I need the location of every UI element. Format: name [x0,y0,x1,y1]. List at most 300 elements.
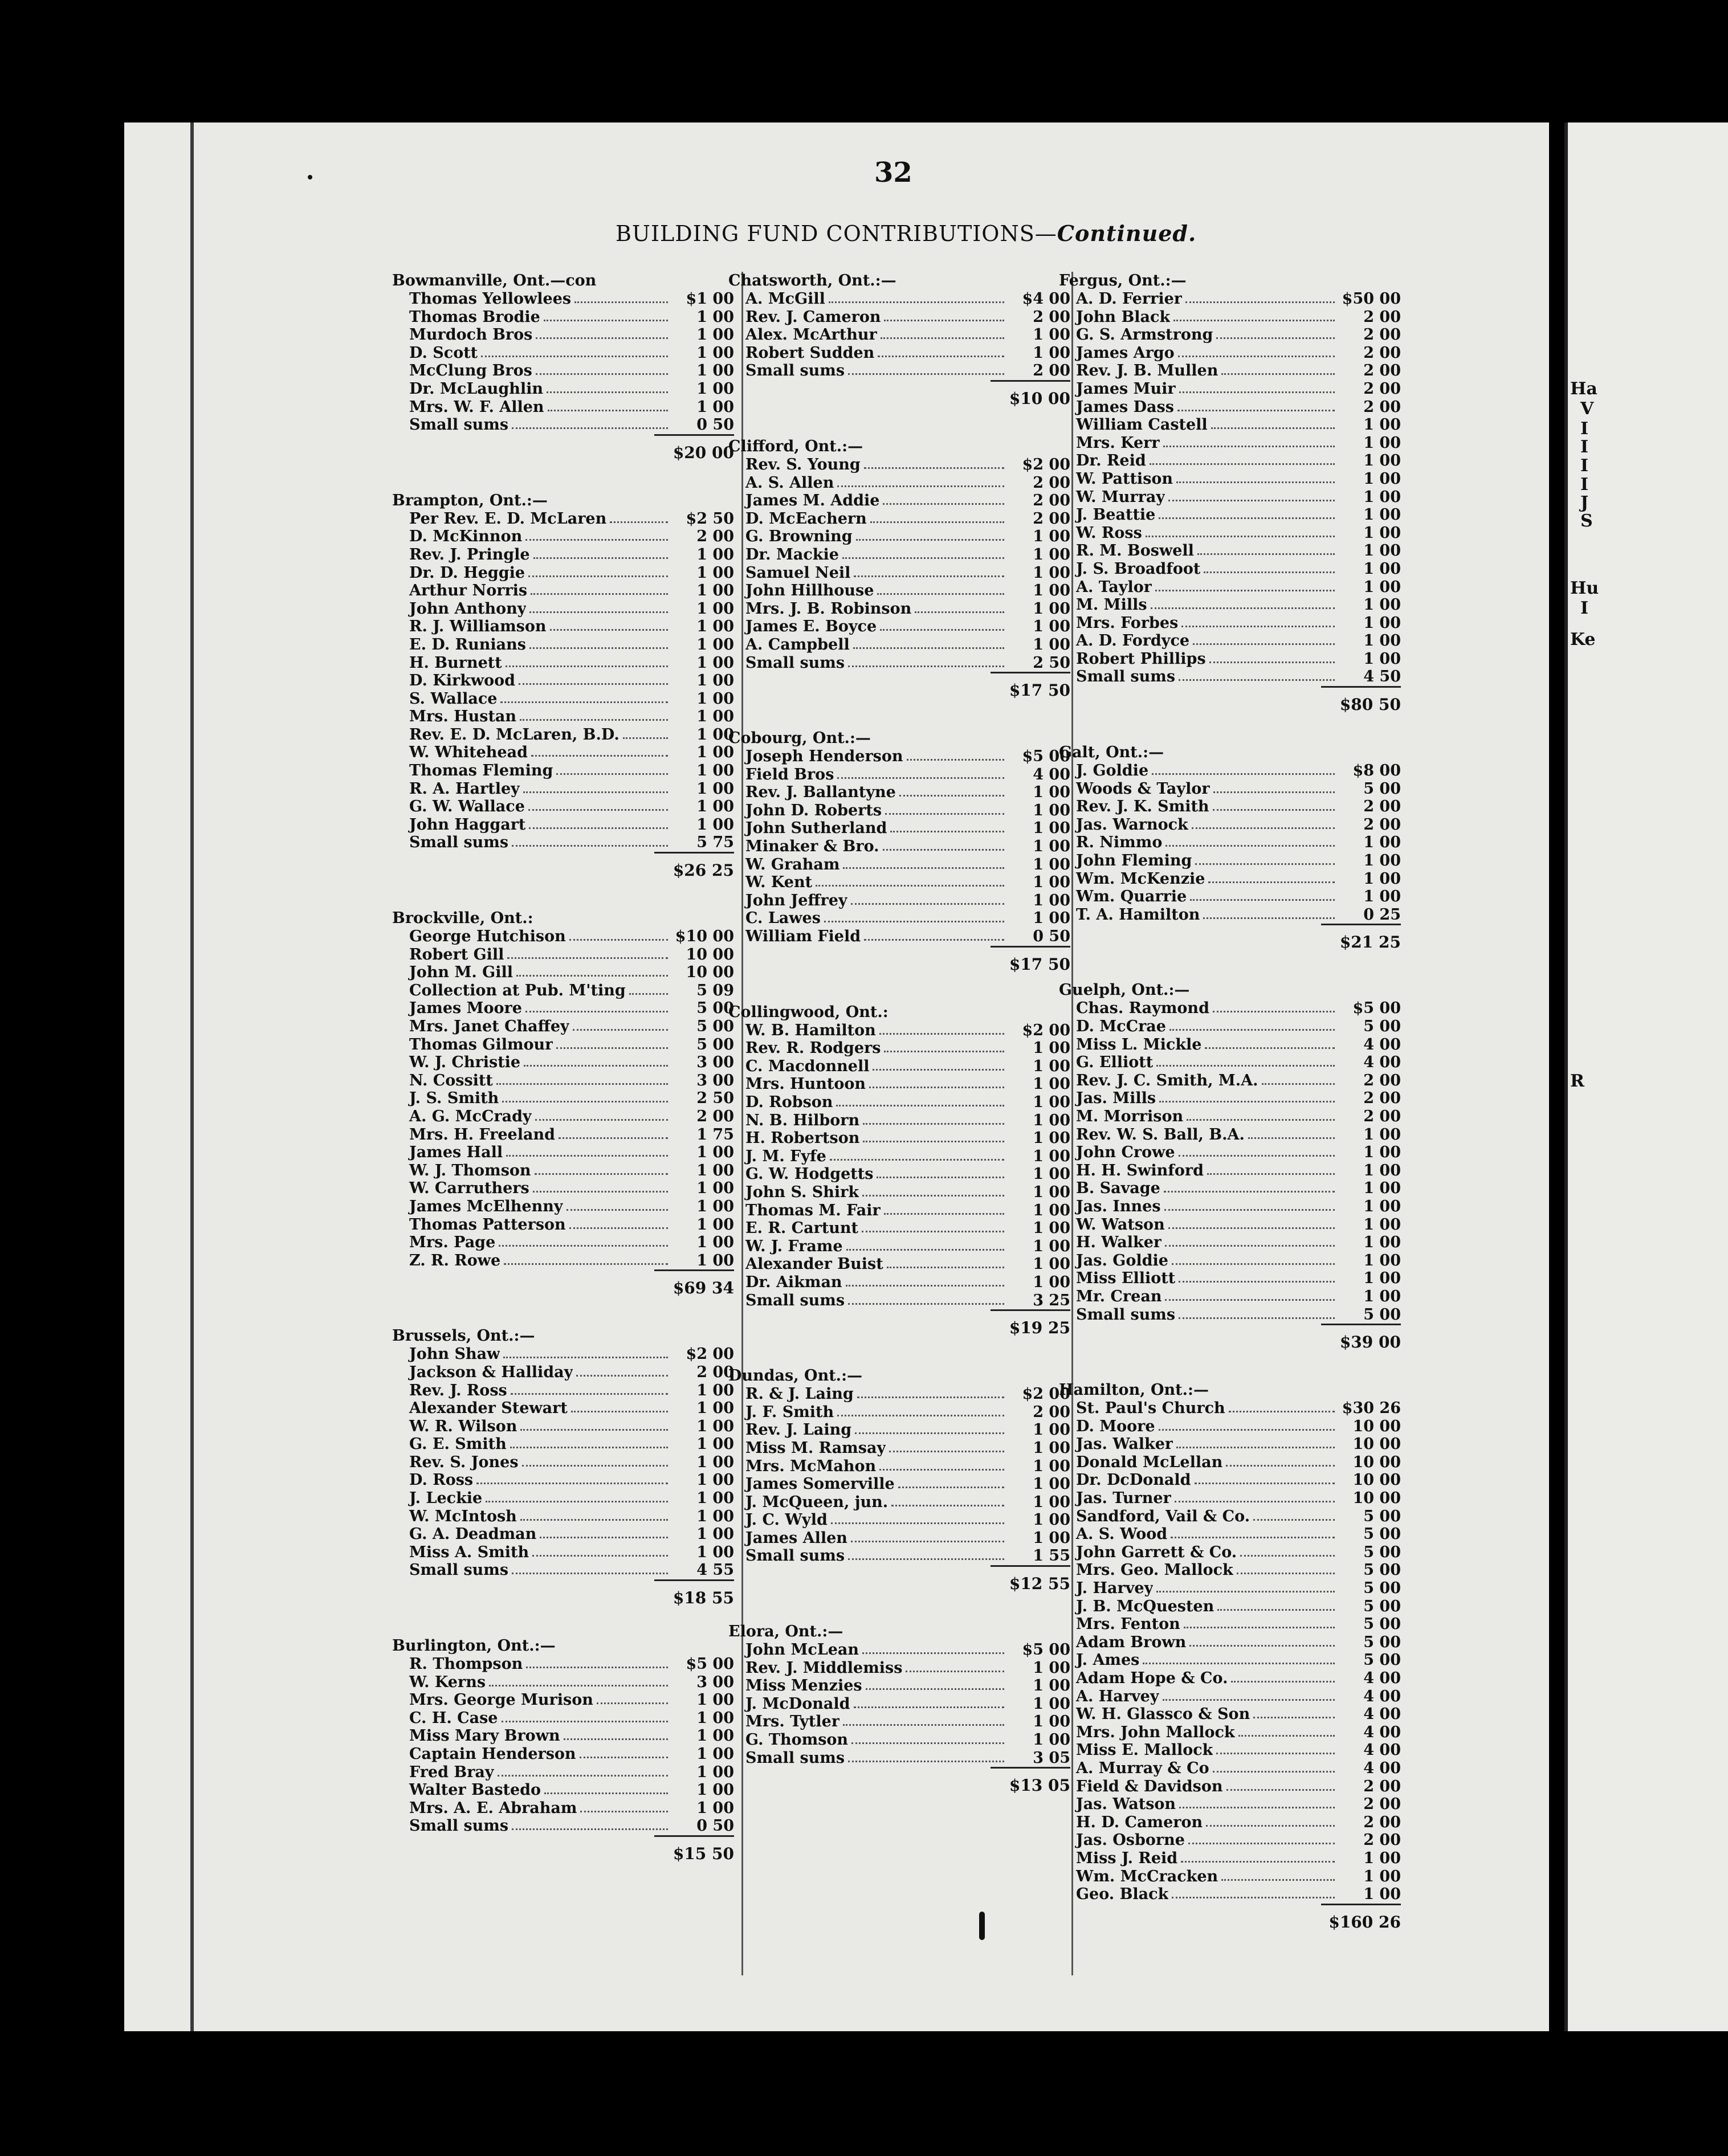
film-speck [308,175,312,179]
contribution-row [728,1547,1070,1565]
town-heading: Brockville, Ont.: [392,909,533,928]
contributor-name: George Hutchison [409,928,566,946]
contribution-amount: 1 00 [696,326,734,344]
contribution-row [1059,1868,1401,1886]
contribution-amount: 1 00 [696,1507,734,1525]
contribution-row [728,528,1070,546]
contribution-amount: 4 00 [1363,1705,1401,1724]
contribution-row [392,798,734,816]
town-heading: Brussels, Ont.:— [392,1327,535,1345]
adjacent-page-text-fragment: V [1580,399,1594,419]
contributor-name: D. McEachern [745,509,867,528]
contributor-name: William Field [745,928,861,946]
contributor-name: Mrs. John Mallock [1076,1723,1235,1741]
contribution-row [1059,1688,1401,1706]
contribution-amount: 1 00 [696,344,734,362]
contributor-name: Thomas M. Fair [745,1201,881,1219]
section-total: $26 25 [654,852,734,885]
contribution-row [728,1292,1070,1310]
contributor-name: G. W. Wallace [409,798,525,816]
leader-dots [1237,1561,1335,1574]
leader-dots [1159,1418,1335,1431]
contribution-amount: 1 00 [1363,1161,1401,1179]
contribution-amount: 1 00 [1033,1677,1070,1695]
contribution-row [392,326,734,344]
contribution-amount: 2 00 [1363,1107,1401,1125]
film-border-top [0,0,1728,122]
contribution-amount: 4 55 [696,1561,734,1579]
contribution-amount: 2 00 [1363,362,1401,380]
contributor-name: C. H. Case [409,1709,498,1727]
leader-dots [1176,1435,1335,1448]
contributor-name: Mrs. Kerr [1076,434,1160,452]
contribution-row [392,946,734,964]
section-total: $15 50 [654,1835,734,1869]
contribution-row [392,1252,734,1270]
contribution-row [392,1126,734,1144]
contributor-name: John S. Shirk [745,1183,859,1201]
contributor-name: Sandford, Vail & Co. [1076,1507,1250,1525]
contributor-name: A. McGill [745,290,825,308]
leader-dots [597,1691,668,1704]
contribution-row [1059,1885,1401,1904]
contributor-name: H. Robertson [745,1129,860,1148]
contribution-amount: 2 00 [1363,798,1401,816]
leader-dots [851,892,1004,905]
contribution-row [728,546,1070,564]
contribution-amount: 1 00 [1363,869,1401,888]
contribution-row [728,654,1070,672]
leader-dots [1226,1453,1335,1467]
contribution-row [392,1036,734,1054]
leader-dots [1216,326,1335,339]
leader-dots [1226,1778,1335,1791]
leader-dots [520,1508,668,1521]
contribution-row [728,1022,1070,1040]
leader-dots [829,290,1004,303]
contributor-name: John Shaw [409,1345,500,1363]
contribution-row [728,1731,1070,1749]
contribution-row [728,600,1070,618]
leader-dots [857,1385,1004,1398]
contribution-row [728,1075,1070,1093]
leader-dots [1253,1508,1335,1521]
contribution-row [392,1089,734,1108]
contributor-name: Joseph Henderson [745,748,903,766]
contribution-row [1059,1651,1401,1669]
section-total: $69 34 [654,1269,734,1303]
contributor-name: D. McCrae [1076,1018,1166,1035]
contribution-amount: 10 00 [1352,1435,1401,1453]
contributor-name: Rev. J. B. Mullen [1076,362,1218,380]
contribution-row [1059,1759,1401,1778]
contribution-row [392,1799,734,1818]
contributor-name: Donald McLellan [1076,1453,1223,1471]
contribution-amount: 1 00 [1033,1219,1070,1238]
contribution-amount: 1 00 [1033,801,1070,819]
contributor-name: J. F. Smith [745,1403,834,1421]
contributor-name: John McLean [745,1641,859,1659]
leader-dots [1181,1849,1335,1863]
column-3 [1059,270,1401,1961]
town-section [392,909,734,1303]
contributor-name: J. Harvey [1076,1579,1154,1598]
leader-dots [512,1561,668,1574]
contribution-row [392,398,734,416]
contributor-name: D. McKinnon [409,528,523,546]
leader-dots [856,528,1004,541]
contribution-row [728,1219,1070,1238]
contributor-name: W. R. Wilson [409,1417,517,1435]
contributor-name: W. B. Hamilton [745,1021,876,1039]
contribution-amount: 1 00 [1033,582,1070,600]
leader-dots [880,618,1004,631]
contribution-amount: 1 00 [1033,909,1070,928]
leader-dots [854,564,1004,577]
contribution-row [392,982,734,1000]
leader-dots [564,1727,668,1740]
contributor-name: Small sums [409,834,509,852]
contribution-row [728,582,1070,600]
contributor-name: G. Elliott [1076,1054,1154,1072]
contribution-amount: 1 00 [1033,1165,1070,1183]
contributor-name: Thomas Patterson [409,1215,566,1234]
contribution-amount: 1 00 [696,1144,734,1162]
page-edge-shadow [190,122,194,2031]
leader-dots [580,1799,668,1812]
leader-dots [506,654,668,667]
contribution-row [728,456,1070,474]
leader-dots [873,1057,1004,1071]
contribution-row [1059,650,1401,668]
contribution-row [1059,1089,1401,1108]
section-total: $160 26 [1321,1904,1401,1937]
contribution-amount: 1 00 [696,635,734,654]
leader-dots [1159,506,1335,519]
contributor-name: Thomas Gilmour [409,1035,553,1054]
adjacent-page-text-fragment: R [1570,1071,1584,1091]
contribution-amount: 1 00 [1363,1867,1401,1885]
contributor-name: Samuel Neil [745,564,851,582]
contribution-row [1059,1288,1401,1306]
leader-dots [1192,816,1335,829]
contribution-amount: 1 00 [1033,1183,1070,1201]
contribution-amount: 1 00 [696,1251,734,1269]
leader-dots [536,362,668,375]
contributor-name: D. Ross [409,1471,474,1489]
leader-dots [1151,596,1335,609]
contributor-name: James M. Addie [745,492,880,510]
contributor-name: Dr. Reid [1076,452,1146,470]
contribution-row [392,308,734,326]
town-heading: Collingwood, Ont.: [728,1003,889,1021]
contribution-amount: $30 26 [1342,1399,1401,1418]
contribution-row [1059,1705,1401,1724]
leader-dots [528,564,668,577]
contributor-name: John Garrett & Co. [1076,1543,1237,1561]
contributor-name: St. Paul's Church [1076,1399,1225,1418]
contribution-row [1059,1778,1401,1796]
leader-dots [1143,1651,1335,1664]
contributor-name: Collection at Pub. M'ting [409,981,626,999]
contribution-amount: 1 00 [1363,560,1401,578]
contribution-amount: 4 00 [1363,1723,1401,1741]
contribution-amount: 2 00 [696,528,734,546]
contribution-amount: 1 00 [696,1161,734,1179]
contribution-row [392,1144,734,1162]
contributor-name: Jas. Watson [1076,1795,1176,1814]
leader-dots [574,290,668,303]
leader-dots [846,1273,1004,1287]
leader-dots [883,492,1004,505]
town-section [1059,272,1401,720]
contributor-name: R. A. Hartley [409,779,520,798]
contribution-amount: 1 75 [696,1125,734,1144]
contribution-amount: 1 00 [1363,488,1401,506]
contributor-name: John Crowe [1076,1144,1175,1162]
contribution-row [728,1129,1070,1148]
leader-dots [907,748,1004,761]
contributor-name: Dr. McLaughlin [409,379,544,398]
leader-dots [547,380,668,393]
contribution-row [392,1727,734,1745]
contributor-name: Mrs. Fenton [1076,1615,1180,1634]
contributor-name: Small sums [409,1561,509,1579]
leader-dots [883,838,1004,851]
contribution-amount: 1 00 [1363,1251,1401,1269]
leader-dots [837,474,1004,487]
contribution-row [1059,380,1401,398]
contribution-amount: 1 00 [1033,1093,1070,1111]
contribution-row [1059,1018,1401,1036]
contributor-name: John Jeffrey [745,891,847,909]
contribution-row [1059,1489,1401,1508]
leader-dots [533,546,668,559]
contribution-row [392,654,734,672]
contribution-row [1059,834,1401,852]
leader-dots [1197,542,1335,555]
contribution-row [392,672,734,690]
contribution-row [1059,1471,1401,1489]
contribution-amount: 1 00 [696,1763,734,1781]
contribution-row [1059,1399,1401,1418]
leader-dots [1262,1072,1335,1085]
contribution-row [728,1238,1070,1256]
contributor-name: John Black [1076,308,1171,326]
contribution-amount: 5 00 [1363,1633,1401,1651]
town-heading: Elora, Ont.:— [728,1623,843,1641]
contribution-row [728,1677,1070,1695]
contributor-name: Robert Phillips [1076,650,1206,668]
contributor-name: Jackson & Halliday [409,1363,573,1381]
contribution-row [392,546,734,564]
contribution-amount: 4 00 [1363,1669,1401,1687]
contribution-row [392,1709,734,1728]
leader-dots [843,1713,1004,1726]
contribution-row [728,766,1070,784]
contribution-amount: 4 00 [1033,765,1070,783]
leader-dots [516,963,668,977]
contributor-name: Rev. J. Laing [745,1421,852,1439]
contribution-row [392,1216,734,1234]
contribution-row [1059,1579,1401,1598]
leader-dots [1217,1598,1335,1611]
contribution-amount: 1 00 [696,1417,734,1435]
leader-dots [571,1399,668,1412]
leader-dots [1150,452,1335,465]
contribution-amount: 2 00 [1033,308,1070,326]
contribution-amount: 2 00 [1033,473,1070,492]
leader-dots [878,344,1004,357]
contribution-row [1059,1814,1401,1832]
leader-dots [499,1234,668,1247]
leader-dots [550,618,669,631]
contributor-name: Z. R. Rowe [409,1251,501,1269]
contribution-amount: 1 00 [1033,1457,1070,1475]
contribution-amount: 2 00 [1363,379,1401,398]
contributor-name: Jas. Turner [1076,1489,1171,1508]
contribution-amount: 1 00 [1363,542,1401,560]
leader-dots [879,1022,1004,1035]
adjacent-page-text-fragment: Hu [1570,578,1599,598]
contributor-name: Adam Hope & Co. [1076,1669,1228,1687]
leader-dots [512,834,668,847]
contribution-amount: 1 00 [696,1453,734,1471]
contribution-amount: 1 00 [696,1381,734,1399]
leader-dots [848,362,1004,375]
contribution-row [1059,1054,1401,1072]
section-total: $10 00 [991,380,1070,414]
leader-dots [556,762,668,775]
contribution-row [392,928,734,946]
contribution-row [1059,326,1401,344]
contributor-name: R. Nimmo [1076,834,1163,852]
contribution-row [1059,578,1401,597]
contributor-name: Rev. R. Rodgers [745,1039,881,1057]
contributor-name: G. W. Hodgetts [745,1165,874,1183]
leader-dots [1195,852,1335,865]
contribution-row [392,1198,734,1216]
contribution-row [1059,344,1401,362]
leader-dots [529,636,668,649]
contribution-amount: 1 00 [1033,1111,1070,1129]
contribution-amount: 1 00 [696,744,734,762]
contributor-name: McClung Bros [409,362,532,380]
contribution-amount: 1 00 [696,708,734,726]
contribution-amount: 3 00 [696,1071,734,1089]
contributor-name: Jas. Goldie [1076,1251,1168,1269]
contribution-amount: 1 00 [1363,1287,1401,1305]
contributor-name: Rev. J. C. Smith, M.A. [1076,1071,1258,1089]
leader-dots [502,1089,668,1102]
contribution-row [728,1641,1070,1659]
contribution-amount: 1 00 [696,1489,734,1508]
contributor-name: Small sums [745,1749,845,1767]
town-section [1059,744,1401,957]
leader-dots [1169,1018,1335,1031]
contributor-name: James Dass [1076,398,1174,416]
contribution-row [1059,762,1401,780]
leader-dots [573,1018,668,1031]
contributor-name: J. Goldie [1076,762,1149,780]
contribution-amount: 1 00 [1363,1885,1401,1904]
contributor-name: W. Carruthers [409,1179,529,1198]
contribution-amount: 1 00 [696,545,734,564]
leader-dots [502,1709,669,1722]
contribution-row [728,1093,1070,1112]
leader-dots [1211,416,1335,429]
contributor-name: Dr. Mackie [745,545,839,564]
leader-dots [532,1544,668,1557]
contributor-name: Field & Davidson [1076,1777,1223,1795]
contributor-name: Alex. McArthur [745,326,877,344]
contribution-row [1059,780,1401,798]
contributor-name: Mrs. Forbes [1076,614,1179,632]
contributor-name: D. Kirkwood [409,672,516,690]
leader-dots [887,1255,1004,1268]
contribution-row [728,1749,1070,1767]
contributor-name: R. M. Boswell [1076,542,1194,560]
contribution-row [392,1561,734,1579]
contribution-amount: 1 00 [696,1179,734,1198]
contributor-name: Small sums [409,1817,509,1835]
contribution-amount: 1 00 [1033,528,1070,546]
contribution-row [392,1363,734,1382]
leader-dots [531,582,668,595]
contribution-row [392,1399,734,1418]
contribution-row [1059,1108,1401,1126]
adjacent-page-text-fragment: I [1580,475,1589,495]
leader-dots [519,672,668,685]
contribution-row [728,1385,1070,1403]
contribution-row [392,690,734,708]
contribution-row [1059,614,1401,632]
contribution-row [728,1457,1070,1476]
contribution-amount: 1 00 [696,1525,734,1544]
document-page [124,122,1549,2031]
contributor-name: G. E. Smith [409,1435,507,1453]
town-section [728,272,1070,414]
contributor-name: W. Murray [1076,488,1165,506]
contribution-amount: 1 00 [696,1471,734,1489]
contribution-amount: 2 00 [1363,815,1401,834]
contribution-row [1059,1418,1401,1436]
contribution-amount: 10 00 [1352,1417,1401,1435]
contribution-amount: 1 00 [1033,1255,1070,1273]
contribution-row [392,618,734,636]
contribution-row [392,636,734,654]
contributor-name: Rev. J. Pringle [409,545,530,564]
leader-dots [899,783,1004,797]
leader-dots [836,1093,1004,1106]
leader-dots [884,1039,1004,1052]
leader-dots [504,1252,668,1265]
contribution-amount: 4 00 [1363,1035,1401,1054]
contributor-name: Small sums [745,1547,845,1565]
leader-dots [848,654,1004,667]
contribution-amount: 10 00 [1352,1471,1401,1489]
leader-dots [1240,1544,1335,1557]
contribution-amount: 10 00 [686,963,734,982]
contributor-name: Mrs. Janet Chaffey [409,1018,569,1035]
leader-dots [864,928,1004,941]
section-total: $80 50 [1321,686,1401,720]
contribution-amount: 1 00 [1033,1057,1070,1075]
contributor-name: Alexander Buist [745,1255,883,1273]
contribution-row [392,510,734,528]
contributor-name: Small sums [409,416,509,434]
contribution-row [728,1403,1070,1422]
